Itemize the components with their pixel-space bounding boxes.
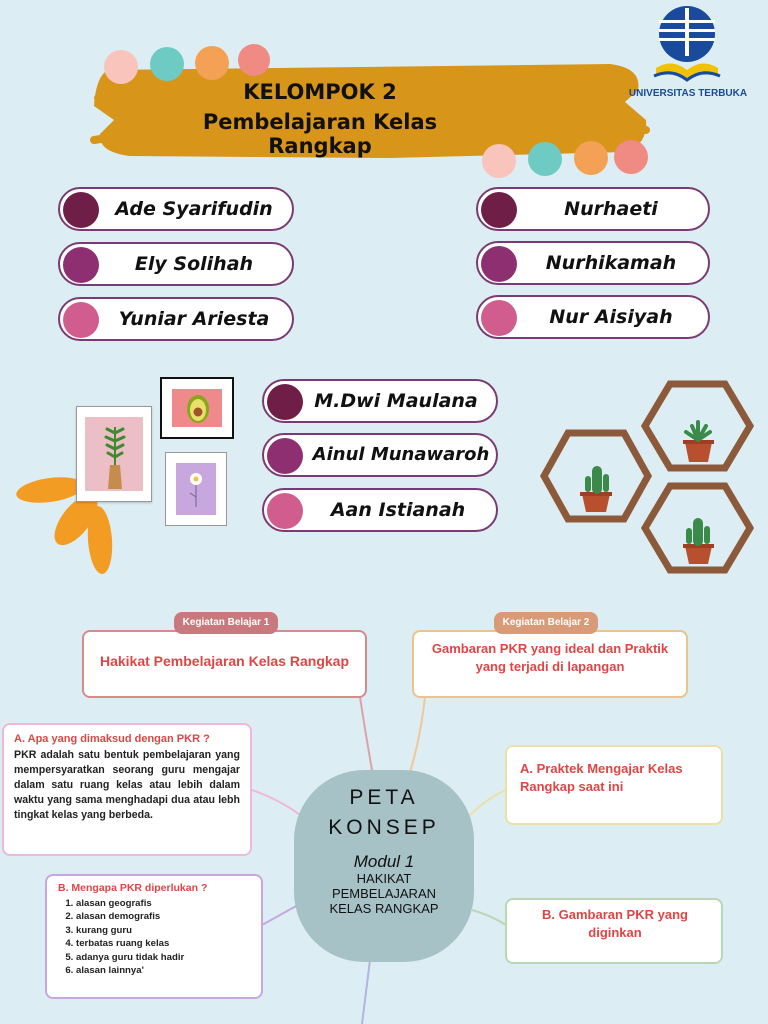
- center-title-line2: KONSEP: [328, 816, 440, 839]
- list-item: 2. alasan demografis: [76, 910, 184, 923]
- kb1-title: Hakikat Pembelajaran Kelas Rangkap: [99, 653, 349, 669]
- pkr-definition-text: PKR adalah satu bentuk pembelajaran yang mempersyaratkan seorang guru mengajar dalam satu ruang kelas atau lebih dalam waktu yang sama menghadapi dua atau lebh tingkat kelas yang berbeda.: [14, 749, 240, 821]
- member-name: Nur Aisiyah: [549, 306, 673, 328]
- member-name: Ainul Munawaroh: [312, 444, 490, 465]
- pkr-reasons-list: [56, 897, 184, 977]
- center-topic-line2: PEMBELAJARAN: [331, 886, 437, 901]
- kb1-tag: Kegiatan Belajar 1: [174, 612, 278, 634]
- list-item: 3. kurang guru: [76, 924, 184, 937]
- banner-subtitle: Pembelajaran Kelas Rangkap: [202, 110, 438, 158]
- member-name: M.Dwi Maulana: [314, 390, 478, 412]
- ideal-pkr-title: B. Gambaran PKR yang diginkan: [542, 907, 688, 940]
- pkr-definition-title: A. Apa yang dimaksud dengan PKR ?: [14, 733, 210, 745]
- list-item: 6. alasan lainnya': [76, 964, 184, 977]
- kb2-tag: Kegiatan Belajar 2: [494, 612, 598, 634]
- kb2-title: Gambaran PKR yang ideal dan Praktik yang terjadi di lapangan: [431, 641, 669, 674]
- member-name: Nurhikamah: [545, 252, 677, 274]
- list-item: 4. terbatas ruang kelas: [76, 937, 184, 950]
- list-item: 1. alasan geografis: [76, 897, 184, 910]
- practice-title: A. Praktek Mengajar Kelas Rangkap saat ini: [520, 761, 683, 794]
- member-name: Ade Syarifudin: [115, 198, 273, 220]
- member-name: Ely Solihah: [134, 253, 254, 275]
- member-name: Nurhaeti: [564, 198, 658, 220]
- member-name: Aan Istianah: [330, 499, 466, 521]
- university-logo-text: UNIVERSITAS TERBUKA: [628, 88, 748, 99]
- center-module: Modul 1: [353, 852, 415, 871]
- center-topic-line1: HAKIKAT: [356, 871, 412, 886]
- pkr-reasons-title: B. Mengapa PKR diperlukan ?: [58, 882, 208, 894]
- center-title-line1: PETA: [349, 786, 419, 809]
- list-item: 5. adanya guru tidak hadir: [76, 951, 184, 964]
- center-topic-line3: KELAS RANGKAP: [329, 901, 439, 916]
- banner-title: KELOMPOK 2: [243, 80, 397, 104]
- member-name: Yuniar Ariesta: [118, 308, 270, 330]
